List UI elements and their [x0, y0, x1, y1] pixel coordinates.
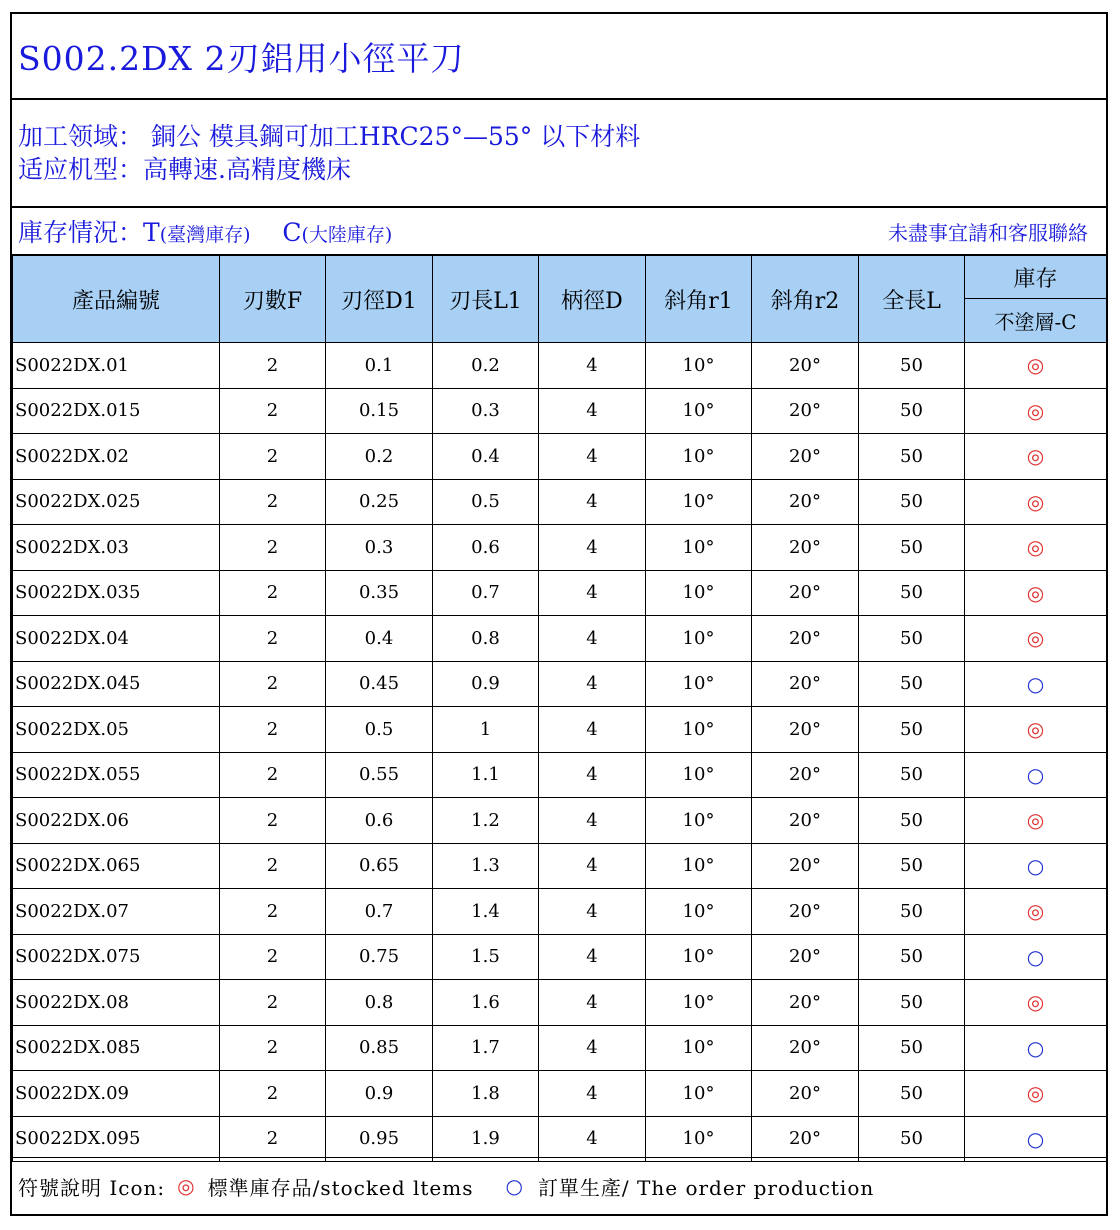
processing-field-line: 加工领域： 銅公 模具鋼可加工HRC25°—55° 以下材料: [18, 122, 641, 151]
cell-total-length: 50: [859, 525, 965, 571]
cell-angle-r1: 10°: [646, 343, 752, 389]
cell-flutes: 2: [220, 661, 326, 707]
legend-label: 符號說明 Icon:: [18, 1175, 166, 1200]
table-row: [13, 525, 1107, 571]
cell-diameter: 0.25: [326, 479, 433, 525]
stocked-symbol-icon: ◎: [1026, 353, 1045, 378]
cell-total-length: 50: [859, 661, 965, 707]
cell-diameter: 0.6: [326, 798, 433, 844]
cell-shank: 4: [539, 525, 646, 571]
stocked-symbol-icon: ◎: [1026, 580, 1045, 605]
cell-stock: [965, 752, 1107, 798]
cell-diameter: 0.75: [326, 934, 433, 980]
cell-length: 0.2: [433, 343, 539, 389]
cell-total-length: 50: [859, 798, 965, 844]
cell-diameter: 0.5: [326, 707, 433, 753]
cell-angle-r1: 10°: [646, 798, 752, 844]
cell-angle-r1: 10°: [646, 388, 752, 434]
cell-diameter: 0.95: [326, 1116, 433, 1162]
cell-angle-r2: 20°: [752, 434, 859, 480]
cell-flutes: 2: [220, 707, 326, 753]
cell-length: 0.5: [433, 479, 539, 525]
order-symbol-icon: ○: [505, 1174, 524, 1198]
cell-shank: 4: [539, 934, 646, 980]
stock-t-code: T: [143, 218, 160, 247]
header-code: 產品編號: [13, 256, 220, 343]
cell-diameter: 0.65: [326, 843, 433, 889]
cell-flutes: 2: [220, 1025, 326, 1071]
cell-stock: [965, 1025, 1107, 1071]
cell-angle-r2: 20°: [752, 889, 859, 935]
cell-total-length: 50: [859, 707, 965, 753]
stocked-symbol-icon: ◎: [1026, 808, 1045, 833]
cell-total-length: 50: [859, 388, 965, 434]
table-row: [13, 798, 1107, 844]
cell-angle-r2: 20°: [752, 707, 859, 753]
cell-code: S0022DX.09: [13, 1071, 220, 1117]
cell-angle-r1: 10°: [646, 616, 752, 662]
cell-flutes: 2: [220, 616, 326, 662]
cell-total-length: 50: [859, 434, 965, 480]
cell-angle-r1: 10°: [646, 707, 752, 753]
table-body: [13, 343, 1107, 1162]
stocked-symbol-icon: ◎: [1026, 535, 1045, 560]
cell-shank: 4: [539, 616, 646, 662]
header-flutes: 刃數F: [220, 256, 326, 343]
stocked-symbol-icon: ◎: [1026, 717, 1045, 742]
stock-c-code: C: [282, 218, 302, 247]
cell-flutes: 2: [220, 525, 326, 571]
cell-code: S0022DX.02: [13, 434, 220, 480]
cell-shank: 4: [539, 479, 646, 525]
cell-diameter: 0.45: [326, 661, 433, 707]
header-total-length: 全長L: [859, 256, 965, 343]
cell-flutes: 2: [220, 1116, 326, 1162]
order-symbol-icon: ○: [1026, 762, 1045, 787]
cell-stock: [965, 889, 1107, 935]
table-row: [13, 570, 1107, 616]
cell-code: S0022DX.095: [13, 1116, 220, 1162]
cell-shank: 4: [539, 570, 646, 616]
cell-total-length: 50: [859, 570, 965, 616]
cell-diameter: 0.7: [326, 889, 433, 935]
table-row: [13, 616, 1107, 662]
info-section: [12, 100, 1106, 208]
cell-code: S0022DX.05: [13, 707, 220, 753]
table-row: [13, 707, 1107, 753]
header-diameter: 刃徑D1: [326, 256, 433, 343]
cell-shank: 4: [539, 843, 646, 889]
cell-total-length: 50: [859, 752, 965, 798]
cell-shank: 4: [539, 752, 646, 798]
cell-length: 0.7: [433, 570, 539, 616]
header-angle-r2: 斜角r2: [752, 256, 859, 343]
cell-code: S0022DX.055: [13, 752, 220, 798]
cell-code: S0022DX.08: [13, 980, 220, 1026]
cell-angle-r2: 20°: [752, 798, 859, 844]
contact-note: 未盡事宜請和客服聯絡: [888, 220, 1088, 245]
cell-diameter: 0.35: [326, 570, 433, 616]
cell-flutes: 2: [220, 752, 326, 798]
header-angle-r1: 斜角r1: [646, 256, 752, 343]
cell-diameter: 0.4: [326, 616, 433, 662]
cell-code: S0022DX.045: [13, 661, 220, 707]
cell-angle-r1: 10°: [646, 479, 752, 525]
cell-shank: 4: [539, 980, 646, 1026]
cell-shank: 4: [539, 1116, 646, 1162]
cell-total-length: 50: [859, 1071, 965, 1117]
cell-angle-r1: 10°: [646, 752, 752, 798]
cell-shank: 4: [539, 1071, 646, 1117]
cell-angle-r2: 20°: [752, 1116, 859, 1162]
cell-diameter: 0.1: [326, 343, 433, 389]
cell-angle-r2: 20°: [752, 343, 859, 389]
cell-angle-r2: 20°: [752, 570, 859, 616]
cell-diameter: 0.3: [326, 525, 433, 571]
cell-flutes: 2: [220, 798, 326, 844]
cell-code: S0022DX.085: [13, 1025, 220, 1071]
cell-angle-r1: 10°: [646, 525, 752, 571]
stocked-symbol-icon: ◎: [177, 1174, 196, 1198]
cell-flutes: 2: [220, 843, 326, 889]
machine-type-line: 适应机型：高轉速.高精度機床: [18, 155, 351, 184]
table-row: [13, 934, 1107, 980]
cell-length: 1.9: [433, 1116, 539, 1162]
cell-total-length: 50: [859, 616, 965, 662]
header-stock-uncoated: 不塗層-C: [965, 299, 1107, 343]
cell-angle-r1: 10°: [646, 889, 752, 935]
header-stock: 庫存: [965, 256, 1107, 299]
cell-stock: [965, 388, 1107, 434]
cell-diameter: 0.9: [326, 1071, 433, 1117]
cell-stock: [965, 525, 1107, 571]
cell-total-length: 50: [859, 343, 965, 389]
cell-angle-r2: 20°: [752, 388, 859, 434]
cell-diameter: 0.2: [326, 434, 433, 480]
stock-label: 庫存情況：: [18, 218, 144, 247]
stocked-symbol-icon: ◎: [1026, 489, 1045, 514]
cell-shank: 4: [539, 798, 646, 844]
cell-length: 1.6: [433, 980, 539, 1026]
stock-c-desc: (大陸庫存): [301, 224, 393, 246]
order-symbol-icon: ○: [1026, 671, 1045, 696]
table-row: [13, 434, 1107, 480]
cell-code: S0022DX.03: [13, 525, 220, 571]
table-row: [13, 388, 1107, 434]
cell-stock: [965, 1116, 1107, 1162]
cell-code: S0022DX.06: [13, 798, 220, 844]
stock-t-desc: (臺灣庫存): [159, 224, 251, 246]
cell-diameter: 0.15: [326, 388, 433, 434]
cell-stock: [965, 934, 1107, 980]
cell-length: 1.1: [433, 752, 539, 798]
cell-angle-r1: 10°: [646, 1025, 752, 1071]
cell-length: 1.2: [433, 798, 539, 844]
cell-total-length: 50: [859, 889, 965, 935]
stocked-symbol-icon: ◎: [1026, 990, 1045, 1015]
table-row: [13, 661, 1107, 707]
table-row: [13, 752, 1107, 798]
cell-flutes: 2: [220, 980, 326, 1026]
cell-stock: [965, 707, 1107, 753]
cell-diameter: 0.55: [326, 752, 433, 798]
cell-code: S0022DX.035: [13, 570, 220, 616]
stocked-symbol-icon: ◎: [1026, 444, 1045, 469]
cell-length: 1.4: [433, 889, 539, 935]
cell-code: S0022DX.015: [13, 388, 220, 434]
table-row: [13, 889, 1107, 935]
cell-code: S0022DX.04: [13, 616, 220, 662]
cell-code: S0022DX.075: [13, 934, 220, 980]
cell-angle-r2: 20°: [752, 1071, 859, 1117]
legend-order-text: 訂單生產/ The order production: [537, 1175, 875, 1200]
cell-angle-r2: 20°: [752, 479, 859, 525]
cell-angle-r2: 20°: [752, 752, 859, 798]
cell-angle-r2: 20°: [752, 525, 859, 571]
cell-shank: 4: [539, 889, 646, 935]
cell-shank: 4: [539, 434, 646, 480]
cell-diameter: 0.85: [326, 1025, 433, 1071]
cell-angle-r2: 20°: [752, 661, 859, 707]
cell-length: 1.8: [433, 1071, 539, 1117]
cell-shank: 4: [539, 661, 646, 707]
cell-flutes: 2: [220, 479, 326, 525]
cell-length: 1.5: [433, 934, 539, 980]
cell-flutes: 2: [220, 934, 326, 980]
table-row: [13, 843, 1107, 889]
cell-length: 0.3: [433, 388, 539, 434]
cell-stock: [965, 843, 1107, 889]
cell-total-length: 50: [859, 843, 965, 889]
cell-angle-r2: 20°: [752, 616, 859, 662]
stocked-symbol-icon: ◎: [1026, 1081, 1045, 1106]
cell-length: 0.6: [433, 525, 539, 571]
cell-total-length: 50: [859, 1116, 965, 1162]
cell-length: 0.8: [433, 616, 539, 662]
table-row: [13, 343, 1107, 389]
cell-shank: 4: [539, 707, 646, 753]
header-shank: 柄徑D: [539, 256, 646, 343]
cell-total-length: 50: [859, 980, 965, 1026]
cell-shank: 4: [539, 388, 646, 434]
order-symbol-icon: ○: [1026, 853, 1045, 878]
order-symbol-icon: ○: [1026, 944, 1045, 969]
cell-flutes: 2: [220, 434, 326, 480]
cell-angle-r2: 20°: [752, 934, 859, 980]
cell-code: S0022DX.01: [13, 343, 220, 389]
cell-diameter: 0.8: [326, 980, 433, 1026]
stock-legend: [18, 213, 392, 249]
cell-angle-r1: 10°: [646, 1116, 752, 1162]
cell-stock: [965, 479, 1107, 525]
cell-length: 1: [433, 707, 539, 753]
cell-angle-r1: 10°: [646, 434, 752, 480]
cell-stock: [965, 343, 1107, 389]
table-row: [13, 980, 1107, 1026]
cell-stock: [965, 661, 1107, 707]
cell-stock: [965, 616, 1107, 662]
cell-stock: [965, 434, 1107, 480]
cell-angle-r1: 10°: [646, 1071, 752, 1117]
product-table: [12, 255, 1107, 1162]
cell-flutes: 2: [220, 1071, 326, 1117]
cell-flutes: 2: [220, 570, 326, 616]
cell-angle-r2: 20°: [752, 1025, 859, 1071]
cell-stock: [965, 570, 1107, 616]
cell-angle-r1: 10°: [646, 934, 752, 980]
table-row: [13, 479, 1107, 525]
cell-shank: 4: [539, 1025, 646, 1071]
cell-stock: [965, 1071, 1107, 1117]
cell-flutes: 2: [220, 889, 326, 935]
table-row: [13, 1116, 1107, 1162]
cell-total-length: 50: [859, 479, 965, 525]
cell-length: 0.9: [433, 661, 539, 707]
cell-code: S0022DX.025: [13, 479, 220, 525]
cell-angle-r2: 20°: [752, 843, 859, 889]
product-sheet: [10, 12, 1108, 1216]
symbol-legend: [12, 1157, 1106, 1214]
legend-stocked-text: 標準庫存品/stocked ltems: [207, 1175, 474, 1200]
table-row: [13, 1071, 1107, 1117]
cell-angle-r1: 10°: [646, 661, 752, 707]
cell-angle-r1: 10°: [646, 980, 752, 1026]
stocked-symbol-icon: ◎: [1026, 626, 1045, 651]
stock-status-bar: [12, 208, 1106, 255]
header-length: 刃長L1: [433, 256, 539, 343]
cell-shank: 4: [539, 343, 646, 389]
order-symbol-icon: ○: [1026, 1035, 1045, 1060]
cell-code: S0022DX.07: [13, 889, 220, 935]
cell-code: S0022DX.065: [13, 843, 220, 889]
order-symbol-icon: ○: [1026, 1126, 1045, 1151]
cell-length: 1.7: [433, 1025, 539, 1071]
cell-angle-r1: 10°: [646, 843, 752, 889]
cell-stock: [965, 980, 1107, 1026]
cell-length: 1.3: [433, 843, 539, 889]
stocked-symbol-icon: ◎: [1026, 899, 1045, 924]
cell-length: 0.4: [433, 434, 539, 480]
stocked-symbol-icon: ◎: [1026, 398, 1045, 423]
cell-angle-r1: 10°: [646, 570, 752, 616]
cell-total-length: 50: [859, 1025, 965, 1071]
table-row: [13, 1025, 1107, 1071]
cell-stock: [965, 798, 1107, 844]
cell-flutes: 2: [220, 343, 326, 389]
cell-angle-r2: 20°: [752, 980, 859, 1026]
cell-flutes: 2: [220, 388, 326, 434]
cell-total-length: 50: [859, 934, 965, 980]
page-title: S002.2DX 2刃鋁用小徑平刀: [12, 14, 1106, 100]
